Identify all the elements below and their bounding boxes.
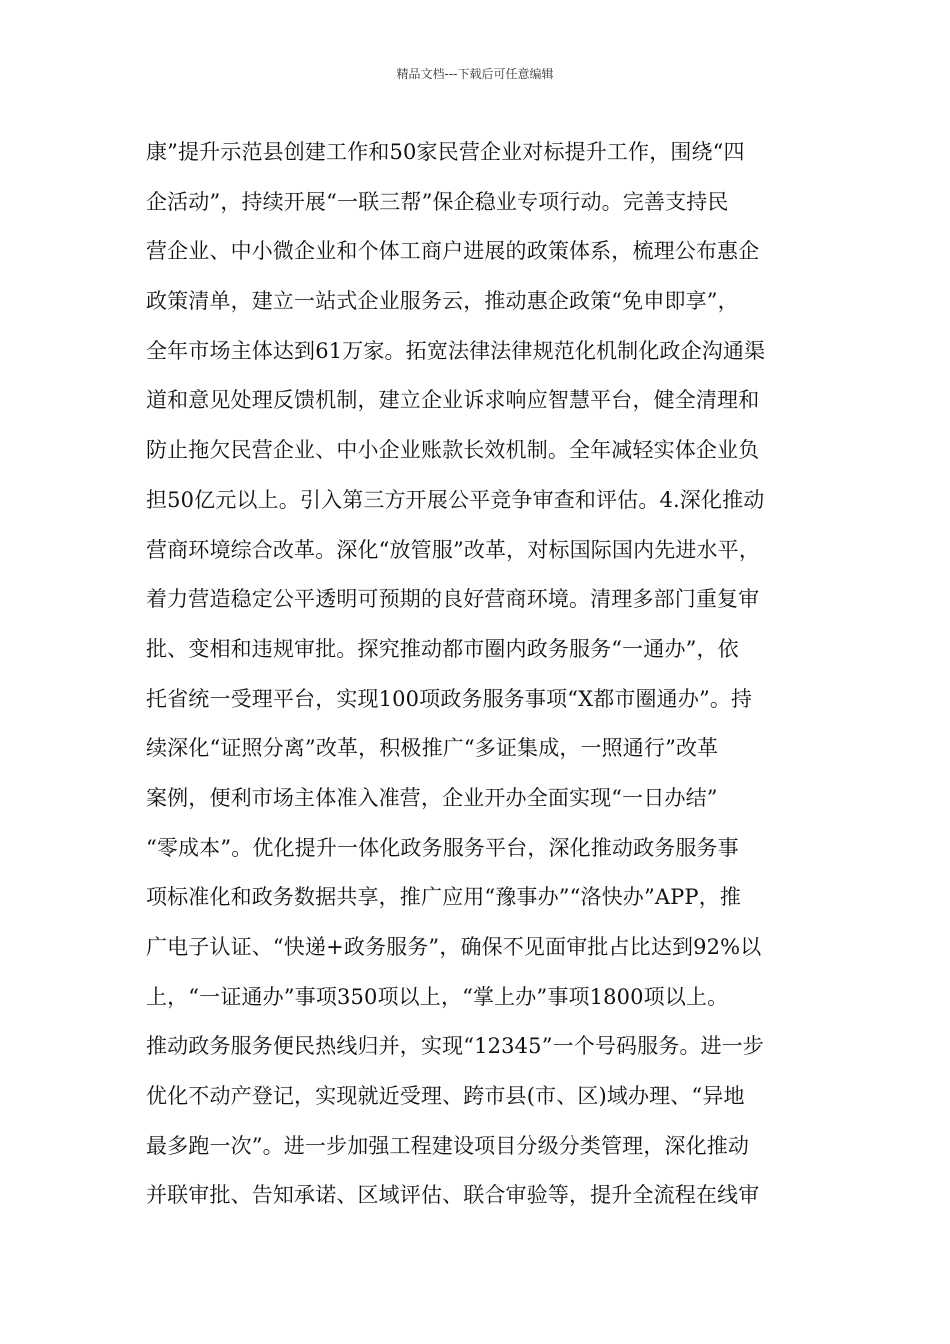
body-line: 批、变相和违规审批。探究推动都市圈内政务服务“一通办”，依 (146, 636, 739, 661)
body-line: 案例，便利市场主体准入准营，企业开办全面实现“一日办结” (146, 785, 718, 810)
body-line: 康”提升示范县创建工作和50家民营企业对标提升工作，围绕“四 (146, 140, 745, 164)
body-line: 企活动”，持续开展“一联三帮”保企稳业专项行动。完善支持民 (146, 189, 729, 214)
body-line: “零成本”。优化提升一体化政务服务平台，深化推动政务服务事 (146, 835, 739, 860)
document-body (146, 128, 810, 1221)
body-line: 道和意见处理反馈机制，建立企业诉求响应智慧平台，健全清理和 (146, 388, 760, 413)
body-line: 政策清单，建立一站式企业服务云，推动惠企政策“免申即享”， (146, 289, 739, 314)
body-line: 全年市场主体达到61万家。拓宽法律法律规范化机制化政企沟通渠 (146, 338, 766, 363)
body-line: 续深化“证照分离”改革，积极推广“多证集成，一照通行”改革 (146, 736, 719, 761)
page-header: 精品文档---下载后可任意编辑 (396, 67, 554, 81)
body-line: 着力营造稳定公平透明可预期的良好营商环境。清理多部门重复审 (146, 587, 760, 612)
body-line: 担50亿元以上。引入第三方开展公平竞争审查和评估。4.深化推动 (146, 487, 765, 512)
body-line: 广电子认证、“快递+政务服务”，确保不见面审批占比达到92%以 (146, 935, 762, 959)
body-line: 推动政务服务便民热线归并，实现“12345”一个号码服务。进一步 (146, 1034, 765, 1059)
body-line: 营企业、中小微企业和个体工商户进展的政策体系，梳理公布惠企 (146, 239, 760, 264)
body-line: 上，“一证通办”事项350项以上，“掌上办”事项1800项以上。 (146, 984, 729, 1009)
body-line: 防止拖欠民营企业、中小企业账款长效机制。全年减轻实体企业负 (146, 438, 760, 463)
body-line: 托省统一受理平台，实现100项政务服务事项“X都市圈通办”。持 (146, 686, 753, 711)
body-line: 并联审批、告知承诺、区域评估、联合审验等，提升全流程在线审 (146, 1183, 760, 1208)
body-line: 优化不动产登记，实现就近受理、跨市县(市、区)域办理、“异地 (146, 1084, 745, 1109)
body-line: 项标准化和政务数据共享，推广应用“豫事办”“洛快办”APP，推 (146, 885, 742, 910)
body-line: 最多跑一次”。进一步加强工程建设项目分级分类管理，深化推动 (146, 1133, 750, 1158)
body-line: 营商环境综合改革。深化“放管服”改革，对标国际国内先进水平， (146, 537, 760, 562)
